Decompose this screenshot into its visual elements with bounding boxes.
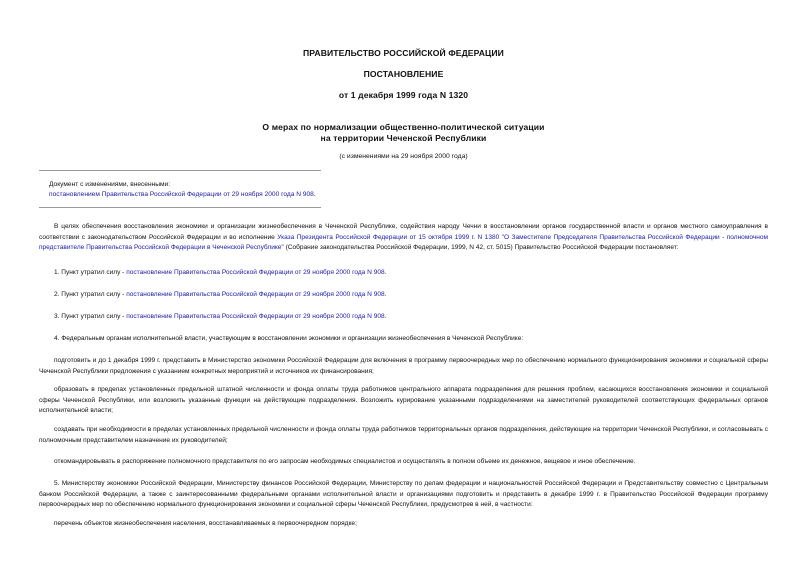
amendment-link[interactable]: постановлением Правительства Российской Федерации от 29 ноября 2000 года N 908: [49, 191, 314, 198]
point-1: [54, 269, 386, 276]
point-4-heading: 4. Федеральным органам исполнительной власти, участвующим в восстановлении экономики и организации жизнеобеспечения в Чеченской Республике:: [54, 335, 524, 342]
separator-bottom: [39, 207, 321, 208]
decree-link[interactable]: Указа Президента Российской Федерации от 15 октября 1999 г. N 1380 "О Заместителе Председателя Правительства Российской Федерации - полномочном представителе Правительства Российской Федерации в Чеченской Республике": [39, 233, 768, 251]
title-line-2: на территории Чеченской Республики: [320, 133, 487, 143]
date-number-heading: от 1 декабря 1999 года N 1320: [338, 90, 469, 100]
point-4-item-b: образовать в пределах установленных предельной штатной численности и фонда оплаты труда работников центрального аппарата подразделения для решения проблем, касающихся восстановления экономики и социальной сферы Чеченской Республики, или возложить указанные функции на действующие подразделения. Возложить курирование указанными подразделениями на заместителей руководителей соответствующих федеральных органов исполнительной власти;: [39, 386, 768, 414]
intro-text-2: (Собрание законодательства Российской Федерации, 1999, N 42, ст. 5015) Правительство Российской Федерации постановляет:: [283, 244, 679, 251]
document-type-heading: ПОСТАНОВЛЕНИЕ: [363, 69, 444, 79]
point-2-end: .: [384, 291, 387, 298]
amendments-note: (с изменениями на 29 ноября 2000 года): [339, 153, 468, 160]
separator-top: [39, 170, 321, 171]
point-2-link[interactable]: постановление Правительства Российской Федерации от 29 ноября 2000 года N 908: [126, 291, 385, 298]
point-3-text: 3. Пункт утратил силу -: [54, 313, 127, 320]
point-4-item-d: откомандировывать в распоряжение полномочного представителя по его запросам необходимых специалистов и осуществлять в полном объеме их денежное, вещевое и иное обеспечение.: [54, 458, 636, 465]
point-3-end: .: [384, 313, 387, 320]
point-3: [54, 313, 386, 320]
point-1-end: .: [384, 269, 387, 276]
amendment-label: Документ с изменениями, внесенными:: [49, 181, 171, 188]
point-5-paragraph: 5. Министерству экономики Российской Федерации, Министерству финансов Российской Федерации, Министерству по делам федерации и национальностей Российской Федерации и Представительству совместно с Центральным банком Российской Федерации, а также с заинтересованными федеральными органами исполнительной власти и организациями подготовить и представить в декабре 1999 г. в Правительство Российской Федерации программу первоочередных мер по обеспечению нормального функционирования экономики и социальной сферы Чеченской Республики, предусмотрев в ней, в частности:: [39, 480, 768, 508]
point-4-item-a: подготовить и до 1 декабря 1999 г. представить в Министерство экономики Российской Федерации для включения в программу первоочередных мер по обеспечению нормального функционирования экономики и социальной сферы Чеченской Республики предложения с указанием конкретных мероприятий и источников их финансирования;: [39, 357, 768, 375]
point-1-text: 1. Пункт утратил силу -: [54, 269, 127, 276]
intro-text-1: В целях обеспечения восстановления экономики и организации жизнеобеспечения в Чеченской Республике, содействия народу Чечни в восстановлении органов государственной власти и органов местного самоуправления в соответствии с законодательством Российской Федерации и во исполнение: [39, 223, 768, 241]
amendment-end: .: [313, 191, 316, 198]
point-4-item-c: создавать при необходимости в пределах установленных предельной численности и фонда оплаты труда работников территориальных органов подразделения, действующие на территории Чеченской Республики, и согласовывать с полномочным представителем назначение их руководителей;: [39, 426, 768, 444]
point-3-link[interactable]: постановление Правительства Российской Федерации от 29 ноября 2000 года N 908: [126, 313, 385, 320]
intro-paragraph: [39, 222, 768, 254]
point-1-link[interactable]: постановление Правительства Российской Федерации от 29 ноября 2000 года N 908: [126, 269, 385, 276]
amendment-box: [49, 180, 316, 200]
point-2-text: 2. Пункт утратил силу -: [54, 291, 127, 298]
point-5-item-a: перечень объектов жизнеобеспечения населения, восстанавливаемых в первоочередном порядке;: [54, 520, 357, 527]
government-heading: ПРАВИТЕЛЬСТВО РОССИЙСКОЙ ФЕДЕРАЦИИ: [303, 48, 504, 58]
point-2: [54, 291, 386, 298]
amendment-entry: [49, 190, 316, 200]
title-line-1: О мерах по нормализации общественно-политической ситуации: [262, 122, 545, 132]
